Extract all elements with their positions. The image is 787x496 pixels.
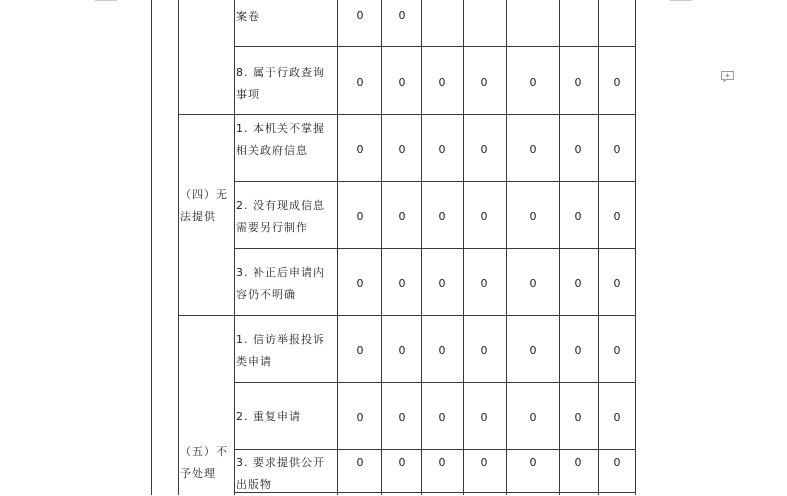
table-cell: 0 [356, 76, 364, 89]
table-cell: 0 [438, 143, 446, 156]
table-cell: 0 [398, 76, 406, 89]
table-cell: 0 [574, 456, 582, 469]
table-cell: 0 [480, 76, 488, 89]
table-cell: 0 [574, 210, 582, 223]
row-label-top-line-1: 案卷 [236, 10, 260, 23]
row-label-top [236, 6, 260, 28]
table-cell: 0 [529, 210, 537, 223]
table-cell: 0 [398, 344, 406, 357]
table-cell: 0 [438, 210, 446, 223]
row-label-still-unclear [236, 262, 325, 306]
table-cell: 0 [613, 344, 621, 357]
table-cell: 0 [438, 277, 446, 290]
group-label-line: 予处理 [180, 467, 216, 480]
row-label-line: 1. 信访举报投诉 [236, 333, 325, 346]
group-label-line: （五）不 [180, 445, 228, 458]
table-cell: 0 [613, 456, 621, 469]
row-label-line: 2. 没有现成信息 [236, 199, 325, 212]
table-cell: 0 [613, 76, 621, 89]
table-cell: 0 [398, 411, 406, 424]
table-cell: 0 [574, 76, 582, 89]
table-cell: 0 [529, 344, 537, 357]
group-label-cannot-provide [180, 184, 228, 228]
table-cell: 0 [574, 277, 582, 290]
table-cell: 0 [398, 210, 406, 223]
table-cell: 0 [574, 411, 582, 424]
table-cell: 0 [438, 456, 446, 469]
table-cell: 0 [480, 456, 488, 469]
table-cell: 0 [574, 143, 582, 156]
row-label-not-held [236, 118, 325, 162]
row-label-line: 相关政府信息 [236, 144, 308, 157]
table-cell: 0 [529, 456, 537, 469]
table-cell: 0 [438, 411, 446, 424]
row-label-line: 1. 本机关不掌握 [236, 122, 325, 135]
row-label-line: 类申请 [236, 355, 272, 368]
row-label-line: 2. 重复申请 [236, 410, 301, 423]
table-cell: 0 [356, 277, 364, 290]
row-label-line: 3. 补正后申请内 [236, 266, 325, 279]
cell-top-2: 0 [398, 9, 406, 22]
table-cell: 0 [356, 143, 364, 156]
table-cell: 0 [480, 210, 488, 223]
row-label-petition [236, 329, 325, 373]
row-label-8-query [236, 62, 325, 106]
row-label-repeat [236, 406, 301, 428]
table-cell: 0 [480, 411, 488, 424]
table-cell: 0 [398, 277, 406, 290]
table-cell: 0 [356, 210, 364, 223]
group-label-not-processed [180, 441, 228, 485]
table-cell: 0 [356, 456, 364, 469]
table-cell: 0 [529, 411, 537, 424]
table-cell: 0 [613, 411, 621, 424]
row-label-line: 容仍不明确 [236, 288, 296, 301]
table-cell: 0 [356, 411, 364, 424]
table-cell: 0 [398, 143, 406, 156]
table-cell: 0 [480, 143, 488, 156]
table-cell: 0 [398, 456, 406, 469]
row-label-line: 出版物 [236, 478, 272, 491]
table-cell: 0 [613, 143, 621, 156]
table-cell: 0 [529, 277, 537, 290]
table-cell: 0 [480, 277, 488, 290]
table-cell: 0 [438, 344, 446, 357]
row-label-line: 事项 [236, 88, 260, 101]
table-cell: 0 [613, 210, 621, 223]
group-label-line: 法提供 [180, 210, 216, 223]
table-cell: 0 [529, 76, 537, 89]
row-label-line: 需要另行制作 [236, 221, 308, 234]
row-label-publications [236, 452, 325, 496]
row-label-line: 3. 要求提供公开 [236, 456, 325, 469]
table-cell: 0 [574, 344, 582, 357]
row-label-needs-creation [236, 195, 325, 239]
table-cell: 0 [613, 277, 621, 290]
row-label-line: 8. 属于行政查询 [236, 66, 325, 79]
group-label-line: （四）无 [180, 188, 228, 201]
table-cell: 0 [356, 344, 364, 357]
cell-top-1: 0 [356, 9, 364, 22]
table-cell: 0 [480, 344, 488, 357]
table-cell: 0 [529, 143, 537, 156]
table-cell: 0 [438, 76, 446, 89]
